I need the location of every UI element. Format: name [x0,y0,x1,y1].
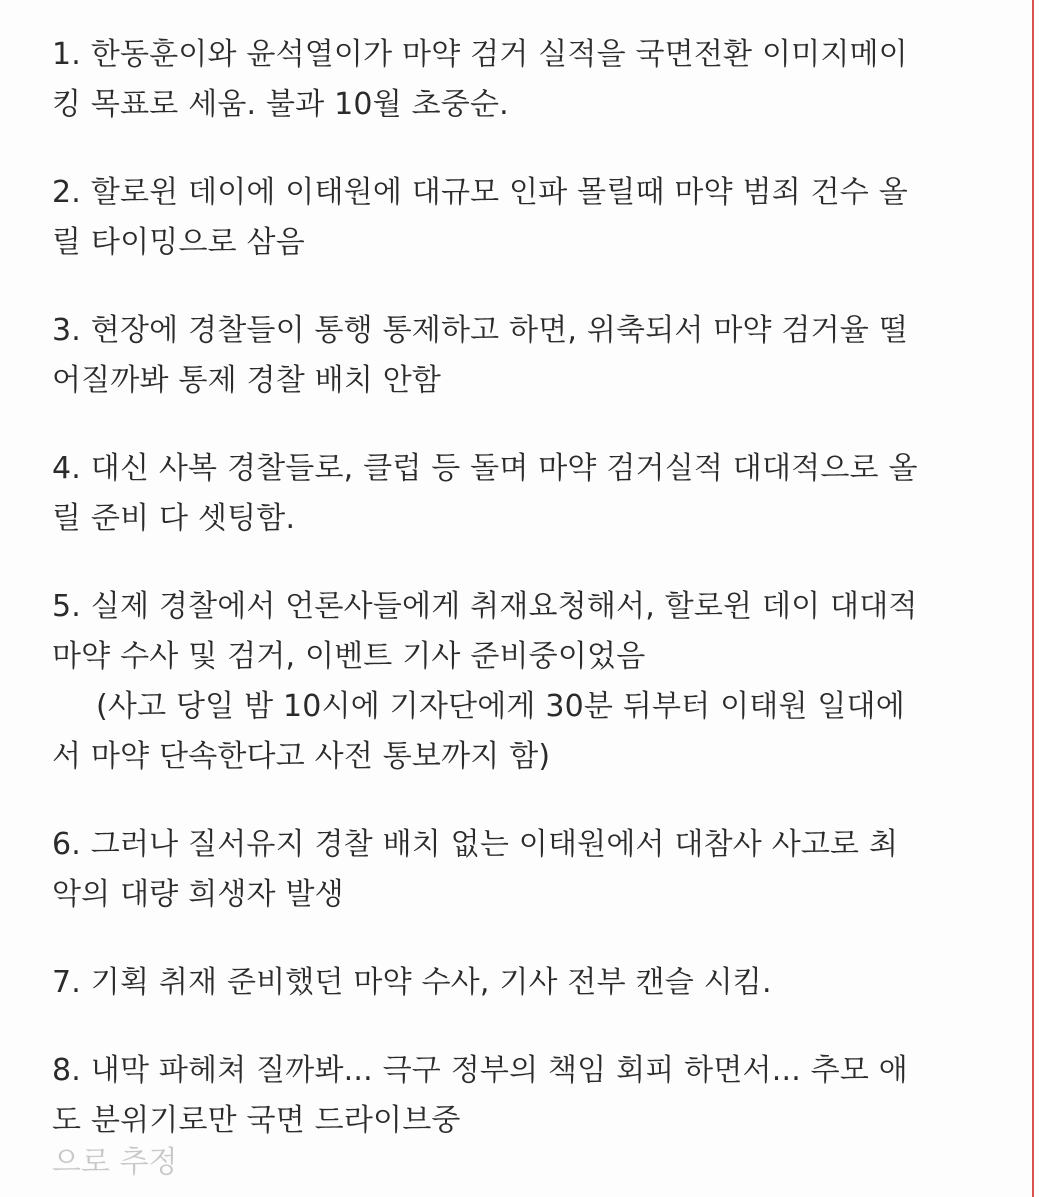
list-item [52,582,982,782]
list-item [52,306,982,406]
list-item [52,958,982,1008]
list-item-line: 도 분위기로만 국면 드라이브중 [52,1103,461,1138]
faded-trailing-text: 으로 추정 [52,1145,178,1180]
list-item-line: 4. 대신 사복 경찰들로, 클럽 등 돌며 마약 검거실적 대대적으로 올 [52,451,918,486]
list-item-line: 어질까봐 통제 경찰 배치 안함 [52,363,442,398]
list-item-line: 5. 실제 경찰에서 언론사들에게 취재요청해서, 할로윈 데이 대대적 [52,589,918,624]
list-item-line: 3. 현장에 경찰들이 통행 통제하고 하면, 위축되서 마약 검거율 떨 [52,313,908,348]
list-item [52,820,982,920]
list-item-line: 킹 목표로 세움. 불과 10월 초중순. [52,87,509,122]
list-item [52,444,982,544]
list-item-line: 1. 한동훈이와 윤석열이가 마약 검거 실적을 국면전환 이미지메이 [52,37,908,72]
list-item-line: 릴 타이밍으로 삼음 [52,225,305,260]
list-item [52,1046,982,1146]
list-item-note-line: (사고 당일 밤 10시에 기자단에게 30분 뒤부터 이태원 일대에 [96,689,905,724]
list-item-line: 7. 기획 취재 준비했던 마약 수사, 기사 전부 캔슬 시킴. [52,965,772,1000]
list-item [52,30,982,130]
list-item-line: 릴 준비 다 셋팅함. [52,501,296,536]
list-item-line: 2. 할로윈 데이에 이태원에 대규모 인파 몰릴때 마약 범죄 건수 올 [52,175,908,210]
list-item-line: 악의 대량 희생자 발생 [52,877,344,912]
scrollbar-edge [1032,0,1039,1197]
list-item-line: 6. 그러나 질서유지 경찰 배치 없는 이태원에서 대참사 사고로 최 [52,827,899,862]
numbered-list [52,30,982,1184]
list-item-line: 8. 내막 파헤쳐 질까봐... 극구 정부의 책임 회피 하면서... 추모 애 [52,1053,908,1088]
list-item-line: 마약 수사 및 검거, 이벤트 기사 준비중이었음 [52,639,646,674]
list-item-note-line: 서 마약 단속한다고 사전 통보까지 함) [52,739,551,774]
list-item [52,168,982,268]
